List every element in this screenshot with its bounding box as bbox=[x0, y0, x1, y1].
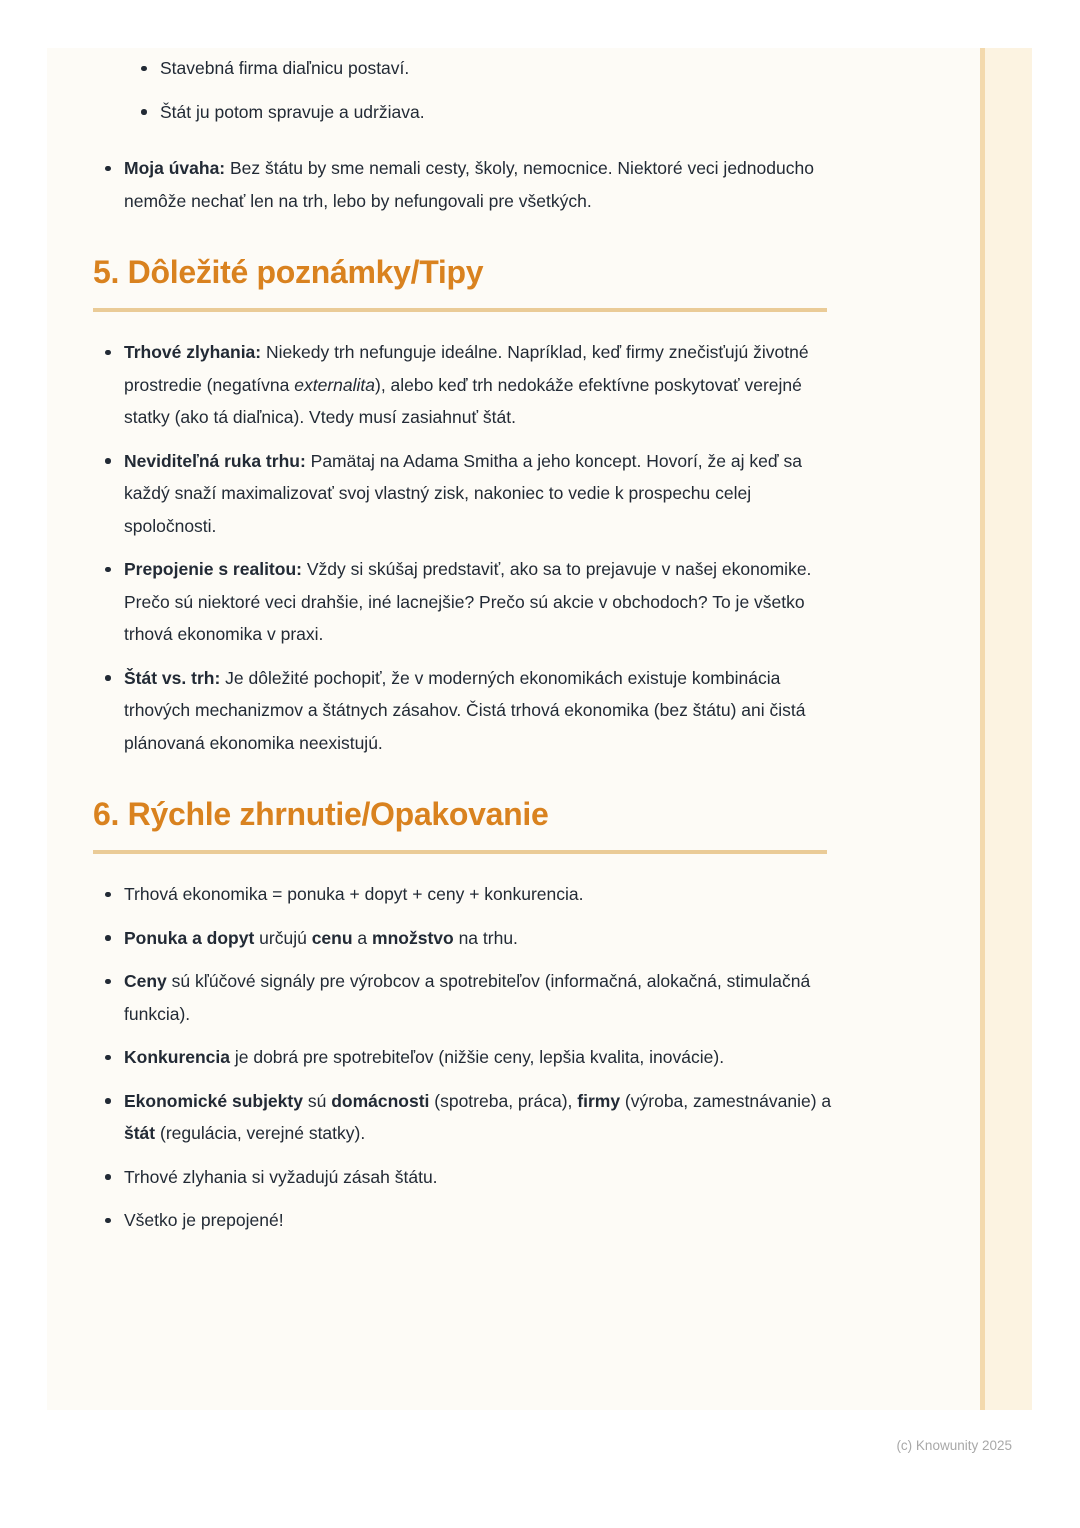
text: Stavebná firma diaľnicu postaví. bbox=[160, 58, 410, 78]
text: sú kľúčové signály pre výrobcov a spotrebiteľov (informačná, alokačná, stimulačná funkcia). bbox=[124, 971, 811, 1024]
text: sú bbox=[302, 1090, 332, 1111]
page-edge-stripe bbox=[980, 48, 1032, 1410]
intro-sub-list bbox=[129, 52, 833, 128]
list-item bbox=[93, 445, 833, 543]
copyright-notice: (c) Knowunity 2025 bbox=[896, 1438, 1012, 1453]
list-item bbox=[93, 152, 833, 217]
list-item bbox=[93, 1204, 833, 1237]
list-item bbox=[93, 1161, 833, 1194]
page-content bbox=[93, 52, 833, 1237]
bold-text: Ponuka a dopyt bbox=[124, 927, 255, 948]
bold-text: cenu bbox=[311, 927, 353, 948]
text: Trhové zlyhania si vyžadujú zásah štátu. bbox=[124, 1166, 438, 1187]
notes-page bbox=[47, 48, 1032, 1410]
text: určujú bbox=[254, 927, 312, 948]
italic-text: externalita bbox=[294, 374, 375, 395]
section-heading-5: 5. Dôležité poznámky/Tipy bbox=[93, 251, 827, 312]
bold-text: Ekonomické subjekty bbox=[124, 1090, 303, 1111]
text: Štát ju potom spravuje a udržiava. bbox=[160, 101, 425, 122]
text: je dobrá pre spotrebiteľov (nižšie ceny, lepšia kvalita, inovácie). bbox=[230, 1047, 725, 1067]
bold-text: firmy bbox=[577, 1090, 621, 1111]
text: na trhu. bbox=[453, 927, 518, 948]
text: a bbox=[352, 927, 373, 948]
text: Trhová ekonomika = ponuka + dopyt + ceny + konkurencia. bbox=[124, 884, 584, 904]
list-item bbox=[93, 1041, 833, 1074]
bold-text: množstvo bbox=[372, 927, 454, 948]
bold-text: Prepojenie s realitou: bbox=[124, 559, 302, 579]
list-item bbox=[93, 878, 833, 911]
bold-text: Moja úvaha: bbox=[124, 158, 226, 178]
list-item bbox=[93, 336, 833, 434]
text: (spotreba, práca), bbox=[429, 1090, 578, 1111]
text: Bez štátu by sme nemali cesty, školy, nemocnice. Niektoré veci jednoducho nemôže nechať len na trh, lebo by nefungovali pre všetkých. bbox=[124, 158, 814, 211]
bold-text: Neviditeľná ruka trhu: bbox=[124, 450, 306, 471]
bold-text: Konkurencia bbox=[124, 1047, 230, 1067]
bold-text: štát bbox=[124, 1123, 156, 1143]
intro-list bbox=[93, 152, 833, 217]
list-item bbox=[129, 96, 833, 129]
list-item bbox=[93, 965, 833, 1030]
list-item bbox=[93, 662, 833, 760]
section-list-1 bbox=[93, 878, 833, 1237]
list-item bbox=[93, 553, 833, 651]
text: Je dôležité pochopiť, že v moderných ekonomikách existuje kombinácia trhových mechanizmov a štátnych zásahov. Čistá trhová ekonomika (bez štátu) ani čistá plánovaná ekonomika neexistujú. bbox=[124, 667, 806, 753]
bold-text: Ceny bbox=[124, 971, 167, 991]
section-heading-6: 6. Rýchle zhrnutie/Opakovanie bbox=[93, 793, 827, 854]
section-list-0 bbox=[93, 336, 833, 759]
list-item bbox=[93, 1085, 833, 1150]
text: Všetko je prepojené! bbox=[124, 1210, 284, 1230]
text: Vždy si skúšaj predstaviť, ako sa to prejavuje v našej ekonomike. Prečo sú niektoré veci drahšie, iné lacnejšie? Prečo sú akcie v obchodoch? To je všetko trhová ekonomika v praxi. bbox=[124, 559, 812, 644]
text: ), alebo keď trh nedokáže efektívne poskytovať verejné statky (ako tá diaľnica). Vtedy musí zasiahnuť štát. bbox=[124, 374, 802, 427]
bold-text: Trhové zlyhania: bbox=[124, 342, 262, 362]
bold-text: Štát vs. trh: bbox=[124, 667, 221, 688]
text: Pamätaj na Adama Smitha a jeho koncept. Hovorí, že aj keď sa každý snaží maximalizovať svoj vlastný zisk, nakoniec to vedie k prospechu celej spoločnosti. bbox=[124, 450, 802, 536]
text: Niekedy trh nefunguje ideálne. Napríklad, keď firmy znečisťujú životné prostredie (negatívna bbox=[124, 342, 809, 395]
text: (regulácia, verejné statky). bbox=[155, 1123, 366, 1143]
bold-text: domácnosti bbox=[331, 1090, 430, 1111]
list-item bbox=[93, 922, 833, 955]
list-item bbox=[129, 52, 833, 85]
text: (výroba, zamestnávanie) a bbox=[620, 1090, 832, 1111]
